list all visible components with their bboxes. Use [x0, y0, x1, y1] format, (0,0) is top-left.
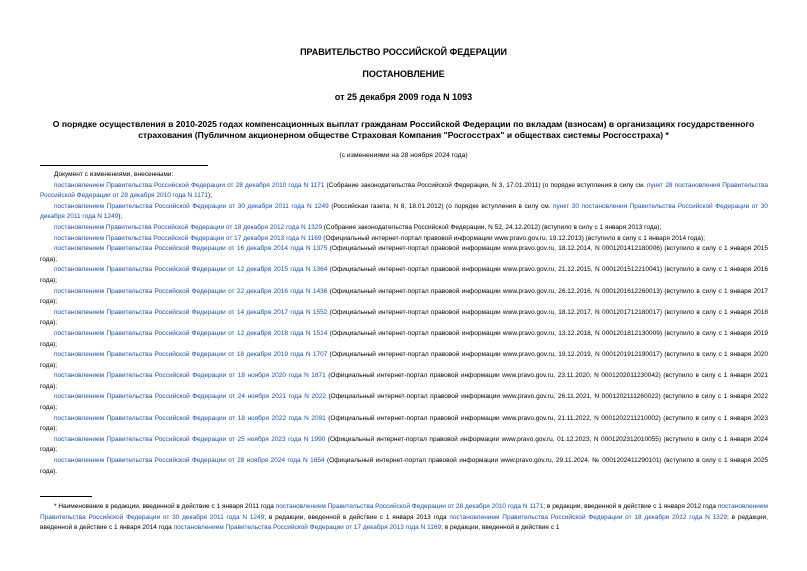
amendment-item [40, 181, 768, 202]
amendment-link[interactable]: постановлением Правительства Российской Федерации от 14 декабря 2017 года N 1552 [54, 308, 328, 316]
amendment-link[interactable]: постановлением Правительства Российской Федерации от 28 декабря 2010 года N 1171 [54, 181, 325, 189]
amendment-text: (Официальный интернет-портал правовой информации www.pravo.gov.ru, 13.12.2018, N 0001201812130009) (вступило в силу с 1 января 2019 года); [40, 329, 768, 348]
amendment-text: (Официальный интернет-портал правовой информации www.pravo.gov.ru, 19.12.2019, N 0001201912190017) (вступило в силу с 1 января 2020 года); [40, 351, 768, 369]
amendment-item [40, 456, 768, 477]
footnote-link[interactable]: постановлением Правительства Российской Федерации от 17 декабря 2013 года N 1169 [173, 524, 442, 532]
amendment-text: (Российская газета, N 8, 18.01.2012) (о порядке вступления в силу см. [328, 202, 553, 210]
document-date-number: от 25 декабря 2009 года N 1093 [334, 92, 473, 102]
footnote-text: * Наименование в редакции, введенной в действие с 1 января 2011 года [54, 503, 276, 510]
amendment-text: (Официальный интернет-портал правовой информации www.pravo.gov.ru, 21.11.2022, N 0001202211210002) (вступило в силу с 1 января 2023 года); [40, 414, 768, 433]
revision-subtitle: (с изменениями на 28 ноября 2024 года) [339, 152, 468, 159]
amendment-text: (Официальный интернет-портал правовой информации www.pravo.gov.ru, 29.11.2024, № 0001202411290101) (вступило в силу с 1 января 2025 года). [40, 457, 768, 475]
government-heading: ПРАВИТЕЛЬСТВО РОССИЙСКОЙ ФЕДЕРАЦИИ [300, 47, 507, 57]
amendment-link[interactable]: постановлением Правительства Российской Федерации от 24 ноября 2021 года N 2022 [54, 393, 326, 401]
amendment-text: (Собрание законодательства Российской Федерации, N 52, 24.12.2012) (вступило в силу с 1 января 2013 года); [321, 223, 662, 231]
amendment-item [40, 202, 768, 223]
amendment-item [40, 371, 768, 392]
amendment-link[interactable]: постановлением Правительства Российской Федерации от 16 декабря 2014 года N 1375 [54, 245, 328, 253]
footnote-text: ; в редакции, введенной в действие с 1 января 2012 года [543, 503, 718, 510]
amendment-link[interactable]: постановлением Правительства Российской Федерации от 22 декабря 2016 года N 1436 [54, 287, 328, 295]
amendment-item [40, 265, 768, 286]
amendment-link[interactable]: постановлением Правительства Российской Федерации от 30 декабря 2011 года N 1249 [54, 202, 329, 210]
amendment-link[interactable]: постановлением Правительства Российской Федерации от 18 декабря 2012 года N 1329 [54, 223, 322, 231]
footnote-link[interactable]: постановлением Правительства Российской Федерации от 30 декабря 2011 года N 1249 [40, 503, 768, 521]
amendment-item [40, 329, 768, 350]
footnote-link[interactable]: постановлением Правительства Российской Федерации от 28 декабря 2010 года N 1171 [275, 503, 544, 510]
document-type: ПОСТАНОВЛЕНИЕ [362, 69, 445, 79]
footnote-link[interactable]: постановлением Правительства Российской Федерации от 18 декабря 2012 года N 1329 [449, 513, 728, 521]
amendment-link[interactable]: постановлением Правительства Российской Федерации от 12 декабря 2015 года N 1364 [54, 266, 328, 274]
amendment-item [40, 234, 768, 245]
amendment-item [40, 435, 768, 456]
amendment-link[interactable]: постановлением Правительства Российской Федерации от 12 декабря 2018 года N 1514 [54, 329, 328, 337]
amendment-text: (Официальный интернет-портал правовой информации www.pravo.gov.ru, 26.12.2016, N 0001201612260013) (вступило в силу с 1 января 2017 года); [40, 287, 768, 306]
footnote-text: ; в редакции, введенной в действие с 1 января 2014 года [40, 513, 768, 532]
amendment-item [40, 392, 768, 413]
amendment-text: (Официальный интернет-портал правовой информации www.pravo.gov.ru, 21.12.2015, N 0001201512210041) (вступило в силу с 1 января 2016 года); [40, 266, 768, 284]
amendment-item [40, 244, 768, 265]
divider-top [40, 165, 208, 166]
amendment-link[interactable]: постановлением Правительства Российской Федерации от 18 декабря 2019 года N 1707 [54, 351, 328, 359]
amendment-item [40, 287, 768, 308]
amendment-link[interactable]: постановлением Правительства Российской Федерации от 18 ноября 2020 года N 1871 [54, 372, 326, 380]
amendment-text: ); [208, 192, 213, 200]
amendment-item [40, 414, 768, 435]
amendment-link[interactable]: постановлением Правительства Российской Федерации от 18 ноября 2022 года N 2091 [54, 414, 326, 422]
amendment-link[interactable]: пункт 30 постановления Правительства Российской Федерации от 30 декабря 2011 года N 1249 [40, 202, 768, 221]
amendment-text: (Официальный интернет-портал правовой информации www.pravo.gov.ru, 26.11.2021, N 0001202111260022) (вступило в силу с 1 января 2022 года); [40, 393, 768, 412]
amendment-link[interactable]: постановлением Правительства Российской Федерации от 17 декабря 2013 года N 1169 [54, 234, 322, 242]
amendment-link[interactable]: постановлением Правительства Российской Федерации от 25 ноября 2023 года N 1990 [54, 435, 326, 443]
amendment-item [40, 308, 768, 329]
amendment-item [40, 350, 768, 371]
amendments-intro: Документ с изменениями, внесенными: [54, 171, 174, 178]
amendments-list [40, 170, 768, 477]
amendment-text: (Официальный интернет-портал правовой информации www.pravo.gov.ru, 23.11.2020, N 0001202011230042) (вступило в силу с 1 января 2021 года); [40, 372, 768, 390]
amendment-text: (Официальный интернет-портал правовой информации www.pravo.gov.ru, 01.12.2023, N 0001202312010055) (вступило в силу с 1 января 2024 года); [40, 435, 768, 454]
amendment-link[interactable]: постановлением Правительства Российской Федерации от 28 ноября 2024 года N 1654 [54, 457, 325, 465]
amendment-text: (Официальный интернет-портал правовой информации www.pravo.gov.ru, 19.12.2013) (вступило в силу с 1 января 2014 года); [321, 234, 705, 242]
amendment-text: (Официальный интернет-портал правовой информации www.pravo.gov.ru, 18.12.2017, N 0001201712180017) (вступило в силу с 1 января 2018 года); [40, 308, 768, 327]
amendment-text: ); [118, 213, 123, 221]
footnote [40, 502, 768, 534]
footnote-text: ; в редакции, введенной в действие с 1 [441, 524, 560, 532]
amendment-text: (Официальный интернет-портал правовой информации www.pravo.gov.ru, 18.12.2014, N 0001201412180006) (вступило в силу с 1 января 2015 года); [40, 245, 768, 263]
footnote-divider [40, 496, 92, 497]
document-title: О порядке осуществления в 2010-2025 годах компенсационных выплат гражданам Российской Федерации по вкладам (взносам) в организациях государственного страхования (Публичном акционерном обществе Страховая Компания "Росгосстрах" и обществах системы Росгосстраха) * [52, 119, 755, 140]
amendment-item [40, 223, 768, 234]
amendment-text: (Собрание законодательства Российской Федерации, N 3, 17.01.2011) (о порядке вступления в силу см. [324, 181, 647, 189]
amendment-link[interactable]: пункт 28 постановления Правительства Российской Федерации от 28 декабря 2010 года N 1171 [40, 181, 768, 200]
footnote-text: ; в редакции, введенной в действие с 1 января 2013 года [264, 513, 450, 521]
